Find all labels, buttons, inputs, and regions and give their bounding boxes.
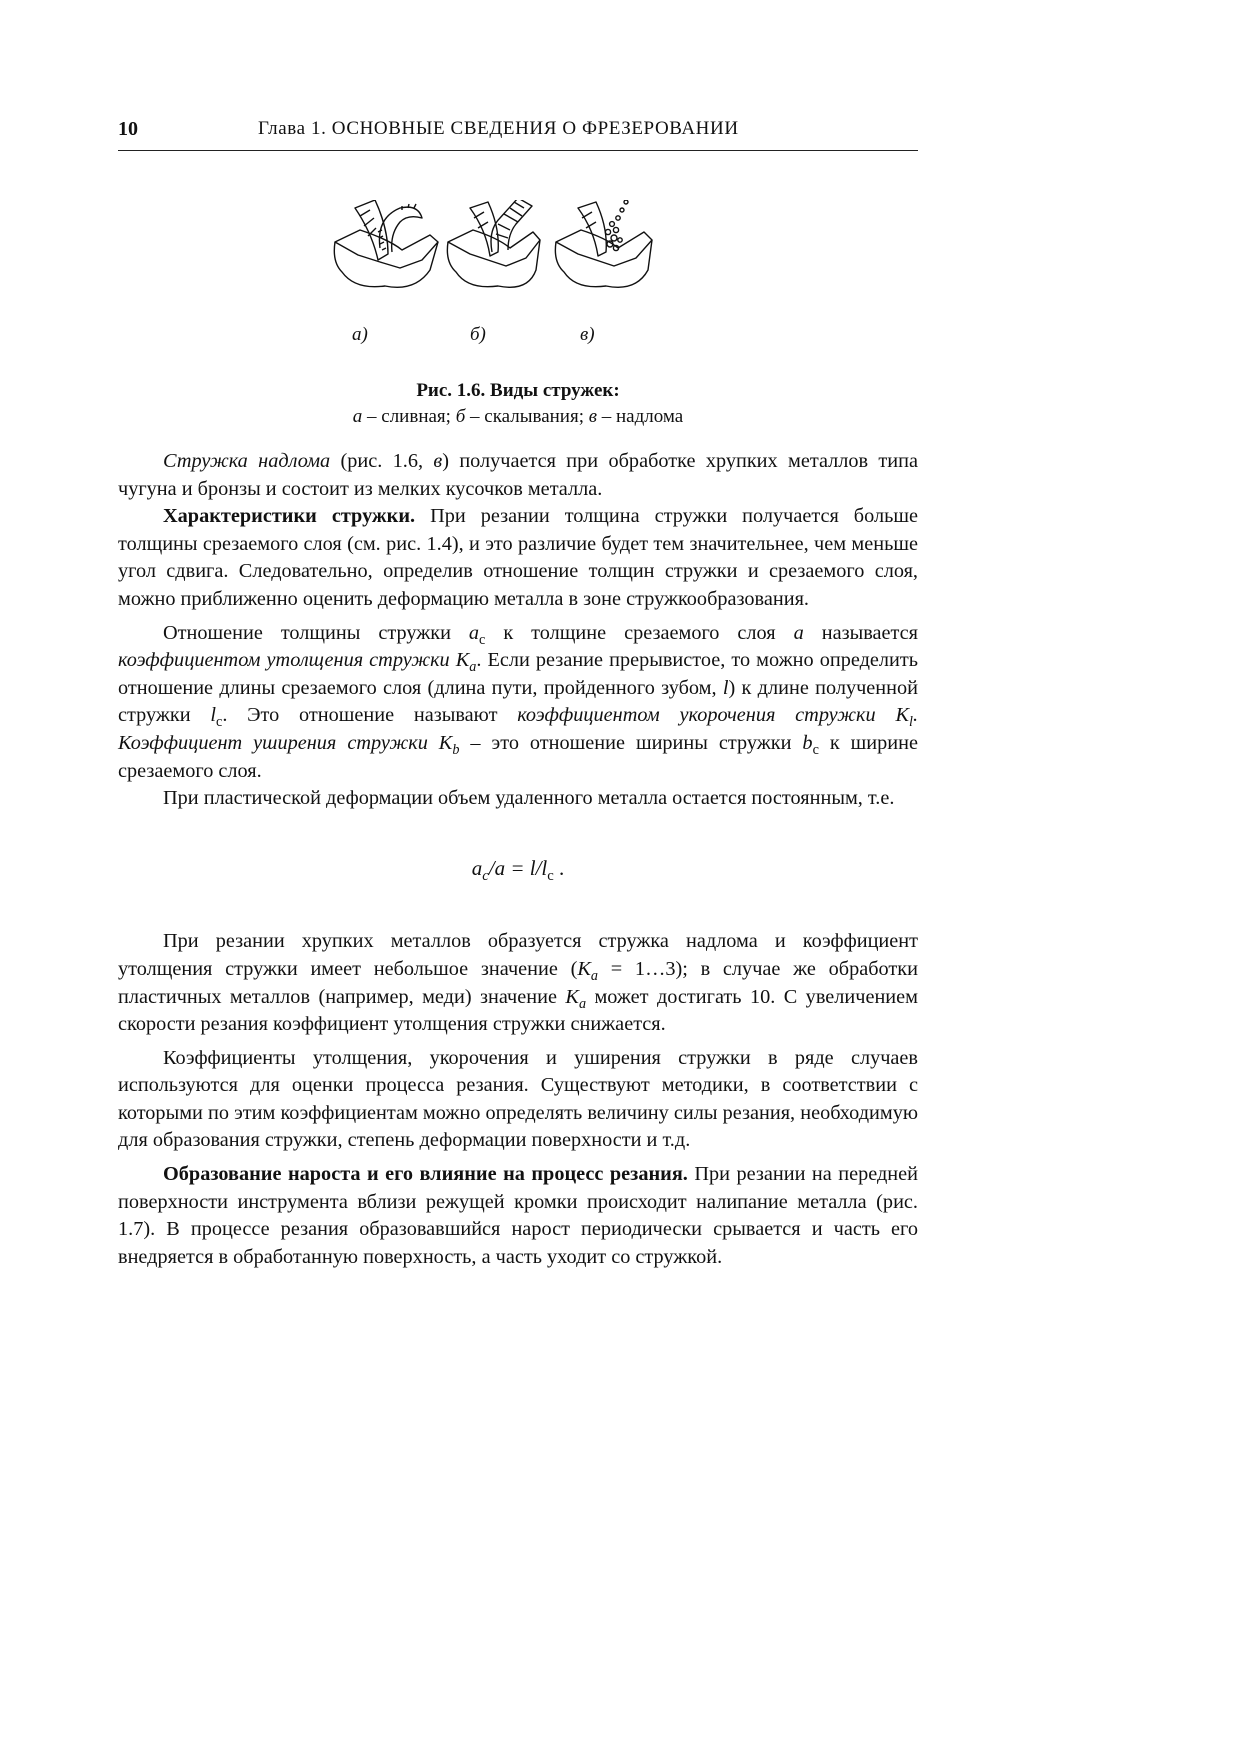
page-header (118, 118, 918, 151)
paragraph-7: Образование нароста и его влияние на процесс резания. При резании на передней поверхности инструмента вблизи режущей кромки происходит налипание металла (рис. 1.7). В процессе резания образовавшийся нарост периодически срывается и часть его внедряется в обработанную поверхность, а часть уходит со стружкой. (118, 1163, 919, 1268)
chip-types-figure (330, 200, 710, 350)
caption-legend (118, 404, 918, 430)
paragraph-4: При пластической деформации объем удаленного металла остается постоянным, т.е. (163, 787, 895, 810)
running-title: Глава 1. ОСНОВНЫЕ СВЕДЕНИЯ О ФРЕЗЕРОВАНИИ (258, 118, 739, 139)
shear-chip-drawing (447, 200, 540, 287)
paragraph-6: Коэффициенты утолщения, укорочения и уширения стружки в ряде случаев используются для оценки процесса резания. Существуют методики, в соответствии с которыми по этим коэффициентам можно определять величину силы резания, необходимую для образования стружки, степень деформации поверхности и т.д. (118, 1046, 918, 1152)
fracture-chip-drawing (555, 200, 652, 287)
figure-label-b: б) (470, 324, 486, 345)
legend-c-text: – надлома (597, 406, 684, 427)
page-number: 10 (118, 118, 138, 140)
caption-title: Рис. 1.6. Виды стружек: (416, 380, 620, 401)
legend-a: а (352, 406, 363, 427)
paragraph-1: Стружка надлома (рис. 1.6, в) получается при обработке хрупких металлов типа чугуна и бронзы и состоит из мелких кусочков металла. (118, 450, 918, 500)
legend-b: б (455, 406, 466, 427)
figure-label-a: а) (352, 324, 368, 345)
paragraph-5: При резании хрупких металлов образуется стружка надлома и коэффициент утолщения стружки имеет небольшое значение ($K_a$ = 1…3); в случае же обработки пластичных металлов (например, меди) значение $K_a$ может достигать 10. С увеличением скорости резания коэффициент утолщения стружки снижается. (118, 930, 918, 1036)
paragraph-3: Отношение толщины стружки $a_с$ к толщине срезаемого слоя a называется коэффициентом утолщения стружки $K_a$. Если резание прерывистое, то можно определить отношение длины срезаемого слоя (длина пути, пройденного зубом, l) к длине полученной стружки $l_с$. Это отношение называют коэффициентом укорочения стружки $K_l$. Коэффициент уширения стружки $K_b$ – это отношение ширины стружки $b_с$ к ширине срезаемого слоя. (118, 621, 919, 782)
chip-types-drawing (330, 200, 710, 350)
paragraph-2: Характеристики стружки. При резании толщина стружки получается больше толщины срезаемого слоя (см. рис. 1.4), и это различие будет тем значительнее, чем меньше угол сдвига. Следовательно, определив отношение толщин стружки и срезаемого слоя, можно приближенно оценить деформацию металла в зоне стружкообразования. (118, 505, 918, 610)
figure-caption (118, 378, 918, 430)
legend-a-text: – сливная; (362, 406, 456, 427)
body-text (118, 448, 918, 1271)
formula: $a_c/a = l/l_с$ . (471, 855, 565, 884)
legend-c: в (588, 406, 597, 427)
legend-b-text: – скалывания; (465, 406, 589, 427)
figure-label-c: в) (580, 324, 595, 345)
continuous-chip-drawing (334, 200, 438, 287)
